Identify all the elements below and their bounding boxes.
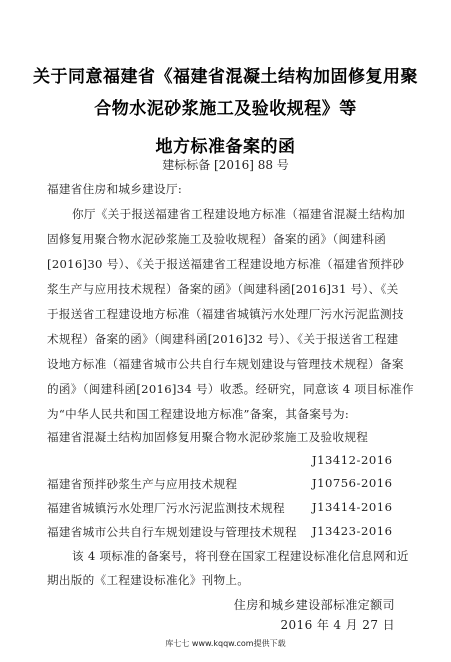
paragraph-line: 设地方标准（福建省城市公共自行车规划建设与管理技术规程）备案 [47,357,404,371]
closing-line: 期出版的《工程建设标准化》刊物上。 [47,573,250,587]
standard-code: J13423-2016 [312,524,393,538]
standard-name: 福建省城市公共自行车规划建设与管理技术规程 [47,525,297,539]
standard-name: 福建省预拌砂浆生产与应用技术规程 [47,477,238,491]
document-number: 建标标备 [2016] 88 号 [162,158,289,172]
title-line-3: 地方标准备案的函 [155,137,296,157]
standard-name: 福建省混凝土结构加固修复用聚合物水泥砂浆施工及验收规程 [47,430,369,444]
standard-code: J13412-2016 [312,453,393,467]
paragraph-line: 的函》（闽建科函[2016]34 号）收悉。经研究，同意该 4 项目标准作 [47,382,414,396]
paragraph-line: 为“中华人民共和国工程建设地方标准”备案，其备案号为: [47,407,350,421]
footer-text: 库七七 www.kqqw.com提供下载 [165,639,286,648]
paragraph-line: 固修复用聚合物水泥砂浆施工及验收规程）备案的函》（闽建科函 [47,232,387,246]
salutation: 福建省住房和城乡建设厅: [47,182,183,196]
title-line-1: 关于同意福建省《福建省混凝土结构加固修复用聚 [33,67,418,87]
signature-date: 2016 年 4 月 27 日 [280,618,395,632]
standard-code: J10756-2016 [312,476,393,490]
paragraph-line: 术规程）备案的函》（闽建科函[2016]32 号）、《关于报送省工程建 [47,332,399,346]
paragraph-line: 你厅《关于报送福建省工程建设地方标准（福建省混凝土结构加 [72,207,406,221]
title-line-2: 合物水泥砂浆施工及验收规程》等 [94,99,357,119]
closing-line: 该 4 项标准的备案号，将刊登在国家工程建设标准化信息网和近 [72,549,409,563]
paragraph-line: 浆生产与应用技术规程）备案的函》（闽建科函[2016]31 号）、《关 [47,282,399,296]
standard-name: 福建省城镇污水处理厂污水污泥监测技术规程 [47,501,285,515]
paragraph-line: 于报送省工程建设地方标准（福建省城镇污水处理厂污水污泥监测技 [47,307,404,321]
signature-org: 住房和城乡建设部标准定额司 [233,598,395,612]
paragraph-line: [2016]30 号）、《关于报送福建省工程建设地方标准（福建省预拌砂 [47,257,405,271]
standard-code: J13414-2016 [312,500,393,514]
